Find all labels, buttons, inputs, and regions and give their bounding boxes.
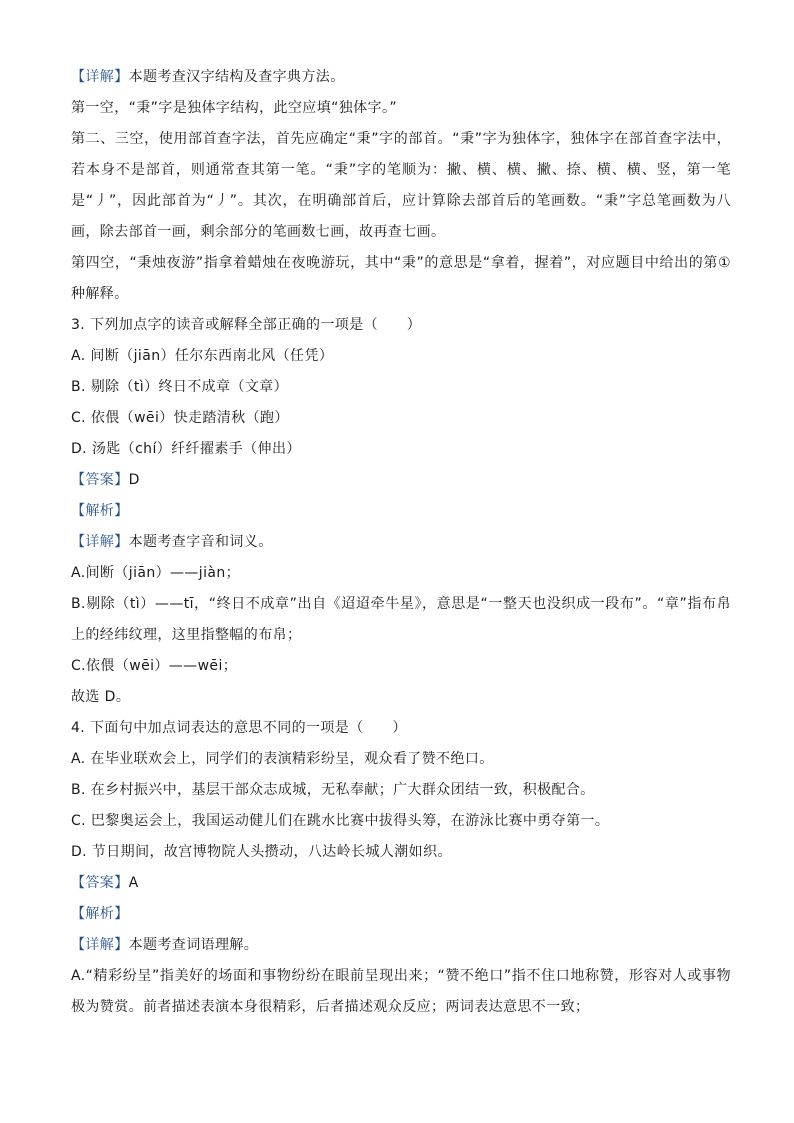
text-line (71, 589, 731, 651)
line-text: A.“精彩纷呈”指美好的场面和事物纷纷在眼前呈现出来；“赞不绝口”指不住口地称赞，形容对人或事物极为赞赏。前者描述表演本身很精彩，后者描述观众反应；两词表达意思不一致； (71, 968, 731, 1015)
line-text: B. 在乡村振兴中，基层干部众志成城，无私奉献；广大群众团结一致，积极配合。 (71, 782, 595, 798)
line-text: A.间断（jiān）——jiàn； (71, 565, 241, 581)
text-line (71, 961, 731, 1023)
text-line (71, 434, 731, 465)
line-text: 第四空，“秉烛夜游”指拿着蜡烛在夜晚游玩，其中“秉”的意思是“拿着，握着”，对应题目中给出的第①种解释。 (71, 255, 731, 302)
section-tag: 【答案】 (71, 875, 129, 891)
text-line (71, 775, 731, 806)
line-text: 第二、三空，使用部首查字法，首先应确定“秉”字的部首。“秉”字为独体字，独体字在部首查字法中，若本身不是部首，则通常查其第一笔。“秉”字的笔顺为：撇、横、横、撇、捺、横、横、竖，第一笔是“丿”，因此部首为“丿”。其次，在明确部首后，应计算除去部首后的笔画数。“秉”字总笔画数为八画，除去部首一画，剩余部分的笔画数七画，故再查七画。 (71, 131, 731, 240)
line-text: A. 在毕业联欢会上，同学们的表演精彩纷呈，观众看了赞不绝口。 (71, 751, 494, 767)
section-tag: 【解析】 (71, 906, 129, 922)
line-text: 本题考查词语理解。 (128, 937, 259, 953)
section-tag: 【解析】 (71, 503, 129, 519)
line-text: A. 间断（jiān）任尔东西南北风（任凭） (71, 348, 334, 364)
text-line (71, 744, 731, 775)
text-line (71, 930, 731, 961)
line-text: 故选 D。 (71, 689, 131, 705)
line-text: B.剔除（tì）——tī，“终日不成章”出自《迢迢牵牛星》，意思是“一整天也没织成一段布”。“章”指布帛上的经纬纹理，这里指整幅的布帛； (71, 596, 731, 643)
text-line (71, 806, 731, 837)
section-tag: 【答案】 (71, 472, 129, 488)
line-text: 本题考查字音和词义。 (128, 534, 273, 550)
line-text: D (128, 472, 140, 488)
text-line (71, 558, 731, 589)
document-body (71, 62, 731, 1023)
line-text: 本题考查汉字结构及查字典方法。 (128, 69, 345, 85)
line-text: C. 依偎（wēi）快走踏清秋（跑） (71, 410, 289, 426)
section-tag: 【详解】 (71, 534, 129, 550)
section-tag: 【详解】 (71, 69, 129, 85)
text-line (71, 465, 731, 496)
text-line (71, 93, 731, 124)
line-text: C.依偎（wēi）——wēi； (71, 658, 238, 674)
text-line (71, 837, 731, 868)
line-text: B. 剔除（tì）终日不成章（文章） (71, 379, 289, 395)
text-line (71, 372, 731, 403)
line-text: 4. 下面句中加点词表达的意思不同的一项是（ ） (71, 720, 407, 736)
text-line (71, 248, 731, 310)
line-text: D. 汤匙（chí）纤纤擢素手（伸出） (71, 441, 301, 457)
text-line (71, 682, 731, 713)
text-line (71, 62, 731, 93)
line-text: 第一空，“秉”字是独体字结构，此空应填“独体字。” (71, 100, 398, 116)
text-line (71, 651, 731, 682)
text-line (71, 124, 731, 248)
text-line (71, 527, 731, 558)
line-text: A (128, 875, 139, 891)
line-text: D. 节日期间，故宫博物院人头攒动，八达岭长城人潮如织。 (71, 844, 452, 860)
line-text: C. 巴黎奥运会上，我国运动健儿们在跳水比赛中拔得头筹，在游泳比赛中勇夺第一。 (71, 813, 610, 829)
text-line (71, 899, 731, 930)
text-line (71, 403, 731, 434)
text-line (71, 310, 731, 341)
line-text: 3. 下列加点字的读音或解释全部正确的一项是（ ） (71, 317, 422, 333)
document-page (71, 62, 731, 1023)
text-line (71, 496, 731, 527)
text-line (71, 868, 731, 899)
section-tag: 【详解】 (71, 937, 129, 953)
text-line (71, 341, 731, 372)
text-line (71, 713, 731, 744)
